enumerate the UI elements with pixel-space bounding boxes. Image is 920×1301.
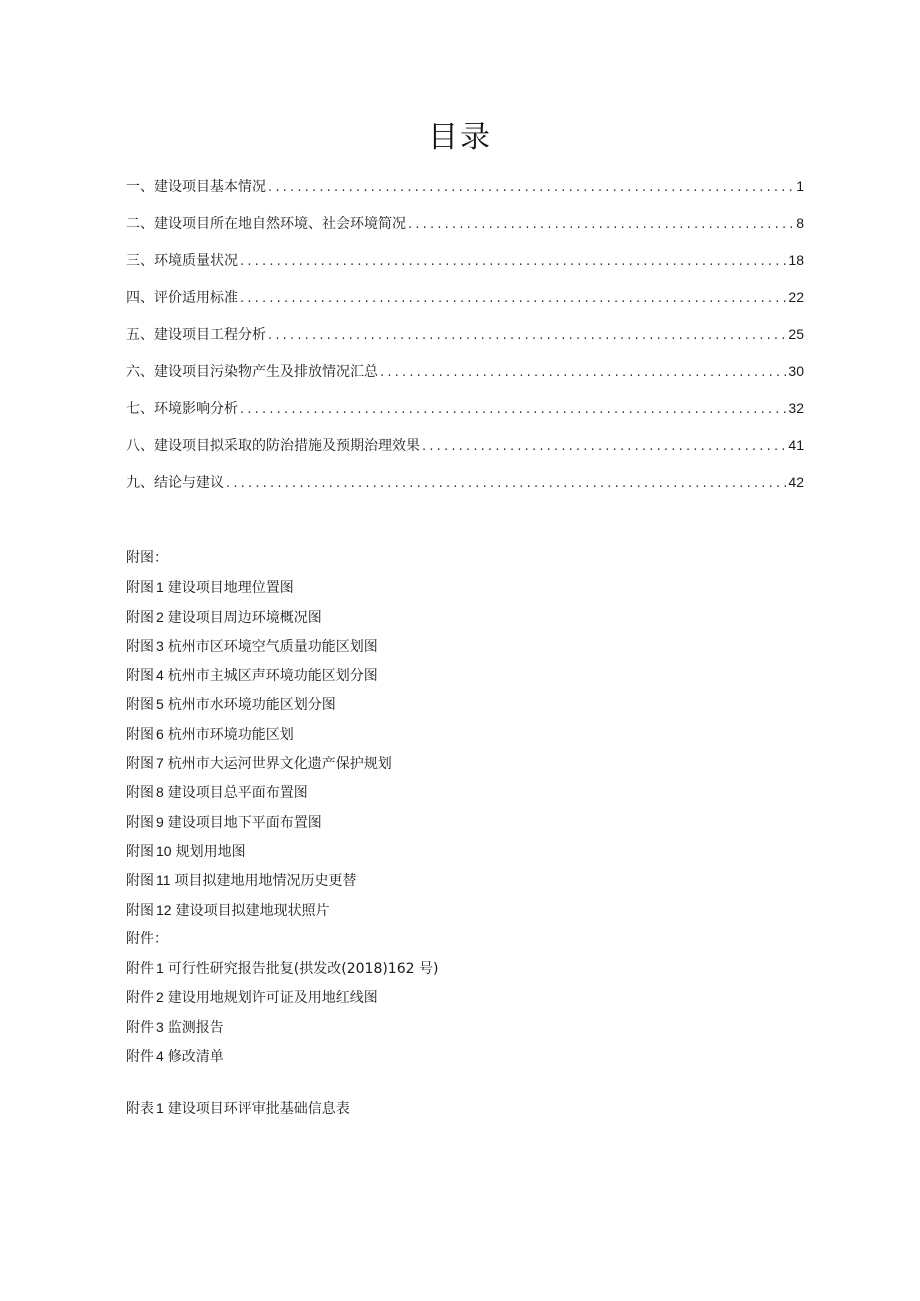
toc-entry-label: 六、建设项目污染物产生及排放情况汇总 (126, 364, 378, 380)
figure-entry-prefix: 附图 (126, 873, 154, 890)
toc-page-number: 25 (788, 326, 804, 342)
attachment-entry-text: 监测报告 (167, 1019, 224, 1036)
toc-entry[interactable] (126, 287, 804, 324)
toc-leader-dots (226, 476, 786, 491)
toc-entry-label: 四、评价适用标准 (126, 290, 238, 306)
figure-entry-number: 7 (156, 755, 164, 772)
figure-entry-prefix: 附图 (126, 814, 154, 831)
figure-entry-text: 建设项目地理位置图 (167, 580, 294, 597)
figure-entry (126, 866, 826, 895)
figure-entry-prefix: 附图 (126, 902, 154, 919)
figure-entry-text: 建设项目总平面布置图 (167, 785, 308, 802)
toc-page-number: 22 (788, 289, 804, 305)
figure-entry-number: 10 (156, 842, 172, 859)
table-text: 建设项目环评审批基础信息表 (167, 1101, 350, 1117)
figures-heading: 附图： (126, 550, 168, 566)
figure-entry-prefix: 附图 (126, 785, 154, 802)
attachment-entry-text: 修改清单 (167, 1049, 224, 1066)
toc-leader-dots (268, 328, 786, 343)
toc-leader-dots (268, 180, 794, 195)
figure-entry (126, 720, 826, 749)
figure-entry (126, 661, 826, 690)
toc-entry[interactable] (126, 361, 804, 398)
toc-entry-label: 七、环境影响分析 (126, 401, 238, 417)
table-of-contents (126, 176, 804, 509)
toc-entry-label: 三、环境质量状况 (126, 253, 238, 269)
toc-entry-label: 八、建设项目拟采取的防治措施及预期治理效果 (126, 438, 420, 454)
figure-entry (126, 573, 826, 602)
toc-entry-label: 九、结论与建议 (126, 475, 224, 491)
attachment-entry-prefix: 附件 (126, 1019, 154, 1036)
toc-page-number: 42 (788, 474, 804, 490)
figure-entry (126, 632, 826, 661)
figure-entry (126, 749, 826, 778)
attachment-entry-number: 1 (156, 960, 164, 977)
figure-entry-text: 建设项目拟建地现状照片 (175, 902, 330, 919)
toc-page-number: 18 (788, 252, 804, 268)
attachment-entry (126, 954, 826, 983)
figure-entry (126, 778, 826, 807)
toc-leader-dots (240, 291, 786, 306)
table-number: 1 (156, 1100, 164, 1116)
figure-entry-number: 5 (156, 696, 164, 713)
toc-entry-label: 一、建设项目基本情况 (126, 179, 266, 195)
figure-entry-number: 8 (156, 784, 164, 801)
toc-leader-dots (240, 254, 786, 269)
figure-entry (126, 603, 826, 632)
figure-entry-text: 建设项目地下平面布置图 (167, 814, 322, 831)
toc-page-number: 32 (788, 400, 804, 416)
figure-entry-text: 杭州市水环境功能区划分图 (167, 697, 336, 714)
attachment-entry-prefix: 附件 (126, 990, 154, 1007)
toc-entry-label: 五、建设项目工程分析 (126, 327, 266, 343)
figure-entry-text: 杭州市主城区声环境功能区划分图 (167, 668, 378, 685)
figure-entry-prefix: 附图 (126, 638, 154, 655)
figure-entry-text: 杭州市区环境空气质量功能区划图 (167, 638, 378, 655)
figure-entry-number: 6 (156, 725, 164, 742)
attachment-entry (126, 1042, 826, 1071)
appendix-list (126, 544, 826, 1071)
figure-entry-prefix: 附图 (126, 756, 154, 773)
toc-entry[interactable] (126, 250, 804, 287)
figure-entry-number: 2 (156, 608, 164, 625)
figure-entry-prefix: 附图 (126, 697, 154, 714)
toc-leader-dots (380, 365, 786, 380)
figure-entry-prefix: 附图 (126, 580, 154, 597)
figure-entry-prefix: 附图 (126, 609, 154, 626)
toc-entry[interactable] (126, 435, 804, 472)
attachment-entry-text: 可行性研究报告批复(拱发改(2018)162 号) (167, 961, 439, 978)
attachment-entry-number: 4 (156, 1048, 164, 1065)
page-title: 目录 (428, 120, 492, 155)
attachment-entry-number: 3 (156, 1018, 164, 1035)
toc-leader-dots (240, 402, 786, 417)
figure-entry-prefix: 附图 (126, 668, 154, 685)
figure-entry-prefix: 附图 (126, 726, 154, 743)
toc-entry[interactable] (126, 213, 804, 250)
attachment-entry (126, 983, 826, 1012)
figure-entry (126, 690, 826, 719)
figure-entry (126, 837, 826, 866)
attachment-entry-number: 2 (156, 989, 164, 1006)
figure-entry-text: 规划用地图 (175, 843, 246, 860)
attachment-entry (126, 1013, 826, 1042)
toc-leader-dots (422, 439, 786, 454)
figure-entry-number: 3 (156, 637, 164, 654)
toc-entry[interactable] (126, 472, 804, 509)
table-entry (126, 1098, 350, 1118)
attachment-entry-prefix: 附件 (126, 1049, 154, 1066)
figure-entry-text: 杭州市大运河世界文化遗产保护规划 (167, 756, 392, 773)
attachment-entry-prefix: 附件 (126, 961, 154, 978)
table-prefix: 附表 (126, 1101, 154, 1117)
figure-entry-number: 1 (156, 579, 164, 596)
figure-entry-text: 杭州市环境功能区划 (167, 726, 294, 743)
toc-entry[interactable] (126, 398, 804, 435)
figure-entry-text: 项目拟建地用地情况历史更替 (174, 873, 357, 890)
toc-leader-dots (408, 217, 794, 232)
figure-entry-text: 建设项目周边环境概况图 (167, 609, 322, 626)
figure-entry-prefix: 附图 (126, 843, 154, 860)
toc-page-number: 8 (796, 215, 804, 231)
figure-entry-number: 9 (156, 813, 164, 830)
figure-entry-number: 4 (156, 667, 164, 684)
figure-entry (126, 808, 826, 837)
toc-page-number: 1 (796, 178, 804, 194)
toc-page-number: 41 (788, 437, 804, 453)
toc-entry[interactable] (126, 324, 804, 361)
figure-entry-number: 12 (156, 901, 172, 918)
figure-entry (126, 896, 826, 925)
attachment-entry-text: 建设用地规划许可证及用地红线图 (167, 990, 378, 1007)
attachments-heading: 附件： (126, 930, 168, 947)
toc-entry-label: 二、建设项目所在地自然环境、社会环境简况 (126, 216, 406, 232)
figure-entry-number: 11 (156, 872, 171, 889)
toc-page-number: 30 (788, 363, 804, 379)
toc-entry[interactable] (126, 176, 804, 213)
